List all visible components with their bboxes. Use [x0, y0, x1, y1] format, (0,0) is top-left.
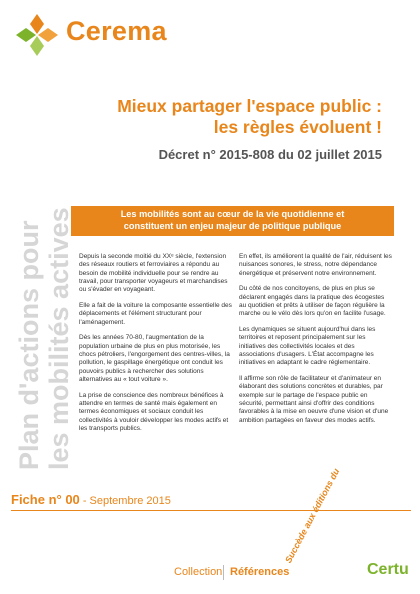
side-title: [14, 207, 74, 470]
paragraph: Dès les années 70-80, l'augmentation de la population urbaine de plus en plus motorisée, les chocs pétroliers, l'engorgement des centres-villes, la pollution, le gaspillage énergétique ont conduit les pouvoirs publics à rechercher des solutions alternatives au « tout voiture ».: [79, 334, 230, 383]
successor-note: Succède aux éditions du: [283, 466, 342, 565]
fiche-date: - Septembre 2015: [79, 495, 171, 507]
left-column: [79, 253, 232, 441]
paragraph: Depuis la seconde moitié du XXᵉ siècle, l'extension des réseaux routiers et ferroviaires a répondu au besoin de mobilité individuelle pour se rendre au travail, pour transporter voyageurs et marchandises ou s'évader en voyageant.: [79, 253, 228, 294]
paragraph: La prise de conscience des nombreux bénéfices à attendre en termes de santé mais également en termes économiques et sociaux conduit les collectivités à vouloir développer les modes actifs et les transports publics.: [79, 391, 229, 432]
title-line-2: les règles évoluent !: [213, 117, 382, 137]
banner-line-2: constituent un enjeu majeur de politique publique: [123, 220, 342, 231]
divider: [223, 565, 224, 580]
certu-logo: Certu: [367, 561, 409, 578]
brand-name: Cerema: [66, 16, 167, 46]
side-title-line-1: Plan d'actions pour: [14, 220, 44, 470]
section-banner: [71, 206, 394, 236]
right-column: [239, 253, 392, 432]
paragraph: Il affirme son rôle de facilitateur et d'animateur en élaborant des solutions concrètes et durables, par exemple sur le partage de l'espace public en sécurité, permettant ainsi d'offrir des conditions favorables à la mise en oeuvre d'une vision et d'une ambition partagées en faveur des modes actifs.: [239, 375, 389, 424]
collection-label: Collection: [174, 566, 223, 578]
divider: [11, 510, 411, 511]
paragraph: Elle a fait de la voiture la composante essentielle des déplacements et l'élément structurant pour l'aménagement.: [79, 301, 232, 326]
references-label: Références: [230, 566, 290, 578]
paragraph: Les dynamiques se situent aujourd'hui dans les territoires et reposent principalement sur les initiatives des collectivités locales et des associations d'usagers. L'État accompagne les initiatives en adaptant le cadre réglementaire.: [239, 326, 376, 367]
decree-subtitle: Décret n° 2015-808 du 02 juillet 2015: [158, 147, 382, 162]
paragraph: En effet, ils améliorent la qualité de l'air, réduisent les nuisances sonores, le stress, notre dépendance énergétique et préservent notre environnement.: [239, 253, 392, 277]
banner-line-1: Les mobilités sont au cœur de la vie quotidienne et: [120, 209, 345, 219]
cerema-logo-icon: [14, 12, 60, 58]
page-title: [117, 96, 382, 138]
fiche-label: Fiche n° 00: [11, 492, 80, 507]
side-title-line-2: les mobilités actives: [44, 207, 74, 470]
fiche-number: [11, 492, 171, 507]
title-line-1: Mieux partager l'espace public :: [117, 96, 382, 116]
paragraph: Du côté de nos concitoyens, de plus en plus se déclarent engagés dans la pratique des écogestes au quotidien et prêts à utiliser de façon régulière la marche ou le vélo dès lors qu'on en facilite l'usage.: [239, 285, 386, 318]
